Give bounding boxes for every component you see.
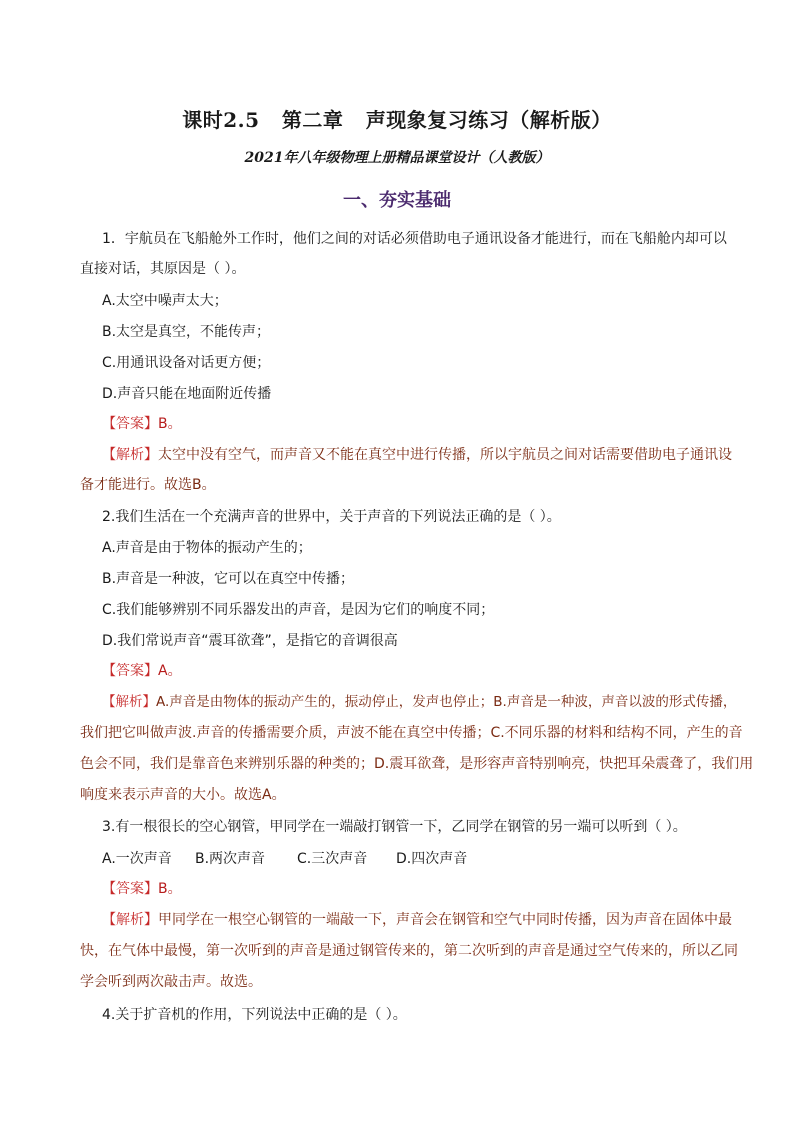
question-1-option-d: D.声音只能在地面附近传播 bbox=[102, 386, 272, 402]
question-2-option-d: D.我们常说声音“震耳欲聋”，是指它的音调很高 bbox=[102, 633, 398, 649]
question-1-stem-line-2: 直接对话，其原因是（ ）。 bbox=[80, 261, 246, 277]
question-3-analysis-line-3: 学会听到两次敲击声。故选。 bbox=[80, 974, 262, 990]
answer-text: B。 bbox=[158, 881, 182, 897]
question-3-option-a: A.一次声音 bbox=[102, 851, 172, 867]
answer-label: 【答案】 bbox=[102, 416, 158, 432]
question-1-analysis-line-2: 备才能进行。故选B。 bbox=[80, 477, 216, 493]
question-3-option-c: C.三次声音 bbox=[297, 851, 368, 867]
question-1-option-a: A.太空中噪声太大； bbox=[102, 293, 228, 309]
question-2-option-a: A.声音是由于物体的振动产生的； bbox=[102, 540, 312, 556]
question-2-analysis-line-4: 响度来表示声音的大小。故选A。 bbox=[80, 787, 286, 803]
question-2-analysis-line-1 bbox=[102, 692, 736, 712]
question-3-answer bbox=[102, 879, 182, 899]
question-3-options bbox=[102, 849, 467, 869]
question-3-analysis-line-2: 快，在气体中最慢，第一次听到的声音是通过钢管传来的，第二次听到的声音是通过空气传来的，所以乙同 bbox=[80, 943, 738, 959]
answer-text: B。 bbox=[158, 416, 182, 432]
analysis-label: 【解析】 bbox=[102, 694, 156, 710]
analysis-text: 甲同学在一根空心钢管的一端敲一下，声音会在钢管和空气中同时传播，因为声音在固体中最 bbox=[158, 912, 732, 928]
question-2-option-b: B.声音是一种波，它可以在真空中传播； bbox=[102, 571, 355, 587]
page-title: 课时2.5 第二章 声现象复习练习（解析版） bbox=[182, 108, 612, 132]
question-2-option-c: C.我们能够辨别不同乐器发出的声音，是因为它们的响度不同； bbox=[102, 602, 495, 618]
answer-label: 【答案】 bbox=[102, 881, 158, 897]
analysis-label: 【解析】 bbox=[102, 447, 158, 463]
analysis-label: 【解析】 bbox=[102, 912, 158, 928]
page-subtitle: 2021年八年级物理上册精品课堂设计（人教版） bbox=[244, 150, 550, 166]
answer-text: A。 bbox=[158, 663, 182, 679]
question-3-option-d: D.四次声音 bbox=[396, 851, 468, 867]
question-3-option-b: B.两次声音 bbox=[195, 851, 266, 867]
question-4-stem: 4.关于扩音机的作用，下列说法中正确的是（ ）。 bbox=[102, 1007, 407, 1023]
question-1-option-c: C.用通讯设备对话更方便； bbox=[102, 355, 271, 371]
question-1-answer bbox=[102, 414, 182, 434]
question-2-answer bbox=[102, 661, 182, 681]
section-heading: 一、夯实基础 bbox=[343, 190, 451, 211]
question-1-stem-line-1: 1．宇航员在飞船舱外工作时，他们之间的对话必须借助电子通讯设备才能进行，而在飞船舱内却可以 bbox=[102, 231, 727, 247]
answer-label: 【答案】 bbox=[102, 663, 158, 679]
question-1-analysis-line-1 bbox=[102, 445, 732, 465]
analysis-text: A.声音是由物体的振动产生的，振动停止，发声也停止；B.声音是一种波，声音以波的形式传播， bbox=[156, 694, 737, 710]
question-3-stem: 3.有一根很长的空心钢管，甲同学在一端敲打钢管一下，乙同学在钢管的另一端可以听到（ ）。 bbox=[102, 819, 687, 835]
question-2-analysis-line-3: 色会不同，我们是靠音色来辨别乐器的种类的；D.震耳欲聋，是形容声音特别响亮，快把耳朵震聋了，我们用 bbox=[80, 756, 754, 772]
question-3-analysis-line-1 bbox=[102, 910, 732, 930]
question-1-option-b: B.太空是真空，不能传声； bbox=[102, 324, 271, 340]
analysis-text: 太空中没有空气，而声音又不能在真空中进行传播，所以宇航员之间对话需要借助电子通讯设 bbox=[158, 447, 732, 463]
question-2-analysis-line-2: 我们把它叫做声波.声音的传播需要介质，声波不能在真空中传播；C.不同乐器的材料和结构不同，产生的音 bbox=[80, 725, 743, 741]
question-2-stem: 2.我们生活在一个充满声音的世界中，关于声音的下列说法正确的是（ ）。 bbox=[102, 509, 561, 525]
